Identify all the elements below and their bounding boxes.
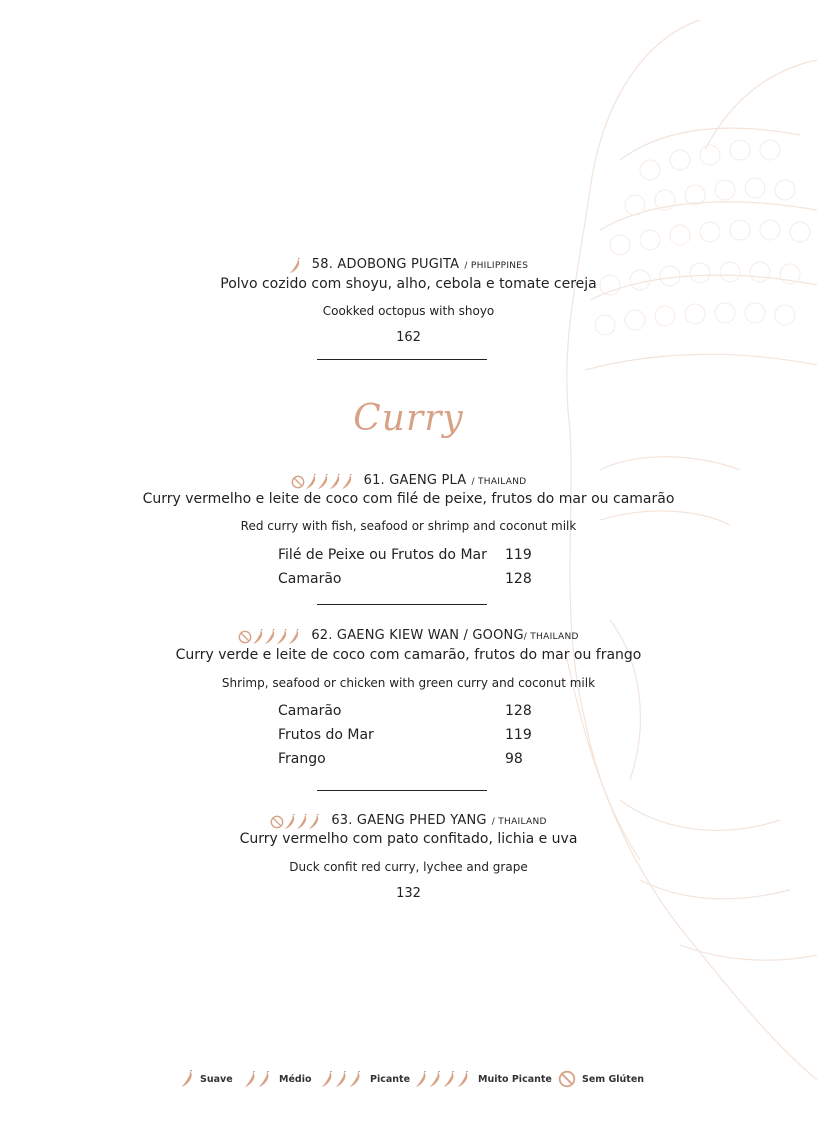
chili-pepper-icon (264, 629, 276, 645)
legend-label: Sem Glúten (582, 1073, 645, 1085)
dish-icons (291, 471, 353, 490)
dish-origin: / THAILAND (471, 477, 527, 487)
dish-origin: / PHILIPPINES (464, 261, 529, 271)
dish-description-en: Duck confit red curry, lychee and grape (289, 860, 528, 874)
chili-pepper-icon (414, 1070, 472, 1088)
chili-pepper-icon (284, 814, 296, 830)
divider (317, 604, 487, 605)
dish-62-heading (0, 624, 817, 645)
option-name: Camarão (278, 571, 342, 587)
chili-pepper-icon (243, 1070, 273, 1088)
no-gluten-icon (270, 815, 284, 829)
chili-pepper-icon (296, 814, 308, 830)
legend-item-picante (320, 1070, 410, 1088)
chili-pepper-icon (329, 474, 341, 490)
legend-label: Médio (279, 1073, 312, 1085)
no-gluten-icon (291, 475, 305, 489)
divider (317, 359, 487, 360)
dish-61-heading (0, 469, 817, 490)
section-title: Curry (353, 398, 464, 439)
legend-item-medio (243, 1070, 311, 1088)
dish-description-en: Shrimp, seafood or chicken with green curry and coconut milk (221, 676, 596, 690)
option-name: Camarão (278, 703, 342, 719)
dish-origin: / THAILAND (491, 817, 547, 827)
divider (317, 790, 487, 791)
dish-description-en: Red curry with fish, seafood or shrimp and coconut milk (240, 519, 577, 533)
dish-title: 62. GAENG KIEW WAN / GOONG (311, 628, 524, 643)
dish-title: 63. GAENG PHED YANG (331, 813, 487, 828)
dish-description-pt: Curry vermelho e leite de coco com filé de peixe, frutos do mar ou camarão (142, 491, 675, 507)
legend-label: Suave (200, 1073, 233, 1085)
dish-description-pt: Polvo cozido com shoyu, alho, cebola e tomate cereja (220, 276, 597, 292)
option-price: 128 (505, 571, 532, 587)
option-price: 119 (505, 547, 532, 563)
legend (0, 1070, 817, 1092)
dish-58-heading (0, 253, 817, 274)
chili-pepper-icon (320, 1070, 364, 1088)
chili-pepper-icon (308, 814, 320, 830)
dish-description-pt: Curry verde e leite de coco com camarão, frutos do mar ou frango (175, 647, 642, 663)
chili-pepper-icon (276, 629, 288, 645)
dish-price: 162 (396, 330, 421, 345)
dish-description-en: Cookked octopus with shoyo (322, 304, 495, 318)
dish-icons (270, 811, 320, 830)
option-name: Filé de Peixe ou Frutos do Mar (278, 547, 487, 563)
option-name: Frutos do Mar (278, 727, 374, 743)
chili-pepper-icon (289, 255, 301, 274)
chili-pepper-icon (180, 1070, 194, 1088)
dish-origin: / THAILAND (523, 632, 579, 642)
no-gluten-icon (558, 1070, 576, 1088)
option-price: 119 (505, 727, 532, 743)
dish-price: 132 (396, 886, 421, 901)
chili-pepper-icon (305, 474, 317, 490)
legend-item-muito-picante (414, 1070, 552, 1088)
legend-label: Muito Picante (478, 1073, 552, 1085)
no-gluten-icon (238, 630, 252, 644)
option-price: 128 (505, 703, 532, 719)
dish-icons (238, 626, 300, 645)
dish-title: 58. ADOBONG PUGITA (311, 257, 460, 272)
legend-label: Picante (370, 1073, 411, 1085)
legend-item-suave (180, 1070, 233, 1088)
dish-63-heading (0, 809, 817, 830)
chili-pepper-icon (341, 474, 353, 490)
legend-item-sem-gluten (558, 1070, 644, 1088)
dish-description-pt: Curry vermelho com pato confitado, lichia e uva (239, 831, 578, 847)
option-name: Frango (278, 751, 326, 767)
option-price: 98 (505, 751, 523, 767)
dish-title: 61. GAENG PLA (363, 473, 467, 488)
chili-pepper-icon (317, 474, 329, 490)
chili-pepper-icon (288, 629, 300, 645)
chili-pepper-icon (252, 629, 264, 645)
